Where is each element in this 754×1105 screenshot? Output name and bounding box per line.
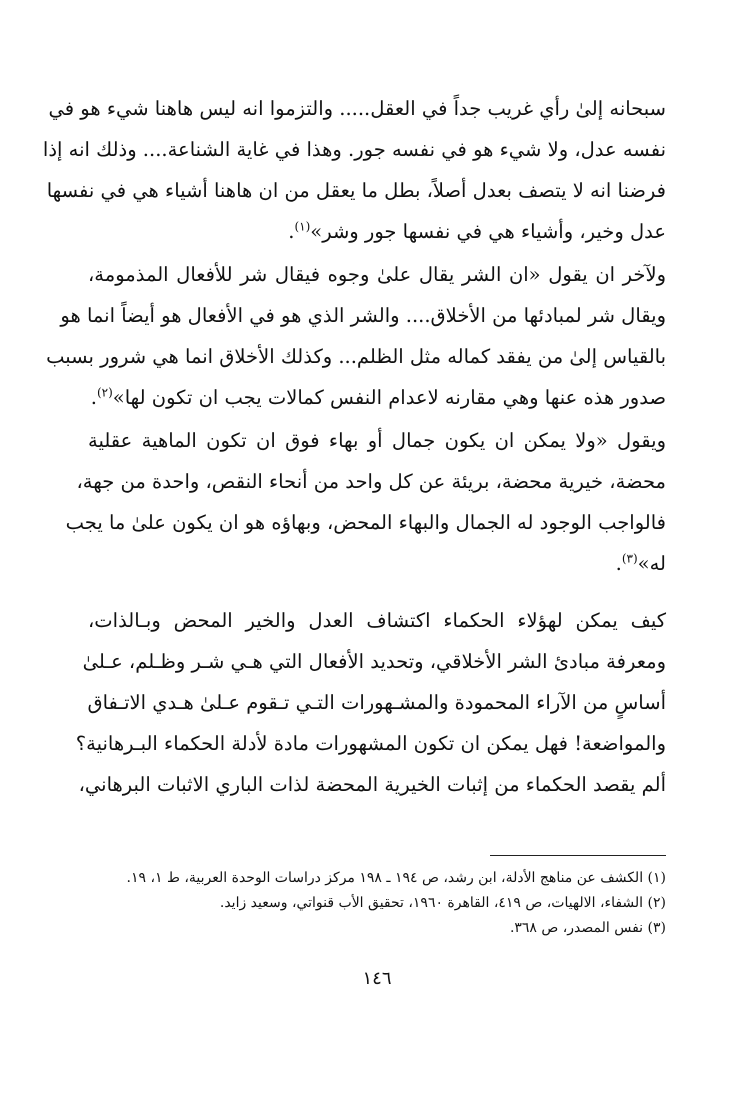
section-gap [88, 584, 666, 600]
text-line: محضة، خيرية محضة، بريئة عن كل واحد من أنحاء النقص، واحدة من جهة، [76, 470, 666, 493]
text-line-with-reference [88, 377, 666, 418]
text-line: ومعرفة مبادئ الشر الأخلاقي، وتحديد الأفعال التي هـي شـر وظـلم، عـلىٰ [82, 650, 666, 673]
text-line: أساسٍ من الآراء المحمودة والمشـهورات التـي تـقوم عـلىٰ هـدي الاتـفاق [87, 691, 666, 714]
text-line: كيف يمكن لهؤلاء الحكماء اكتشاف العدل والخير المحض وبـالذات، [88, 609, 666, 632]
footnote-reference[interactable]: (٢) [96, 385, 113, 400]
text-line: ألم يقصد الحكماء من إثبات الخيرية المحضة لذات الباري الاثبات البرهاني، [78, 773, 666, 796]
footnote-reference[interactable]: (٣) [621, 551, 638, 566]
text-line-with-reference [88, 211, 666, 252]
page-body [42, 88, 666, 805]
text-line: عدل وخير، وأشياء هي في نفسها جور وشر» [310, 220, 666, 243]
text-line-with-reference [88, 543, 666, 584]
footnote-item: (٣) نفس المصدر، ص ٣٦٨. [509, 920, 666, 936]
text-line: نفسه عدل، ولا شيء هو في نفسه جور. وهذا في غاية الشناعة.... وذلك انه إذا [42, 138, 666, 161]
footnote-reference[interactable]: (١) [294, 219, 311, 234]
text-line: سبحانه إلىٰ رأي غريب جداً في العقل..... والتزموا انه ليس هاهنا شيء هو في [48, 97, 666, 120]
text-line: والمواضعة! فهل يمكن ان تكون المشهورات مادة لأدلة الحكماء البـرهانية؟ [75, 732, 666, 755]
sentence-end: . [90, 386, 97, 409]
sentence-end: . [288, 220, 295, 243]
text-line: ويقول «ولا يمكن ان يكون جمال أو بهاء فوق ان تكون الماهية عقلية [88, 429, 666, 452]
page-number: ١٤٦ [362, 968, 392, 989]
text-line: صدور هذه عنها وهي مقارنه لاعدام النفس كمالات يجب ان تكون لها» [112, 386, 666, 409]
text-line: فرضنا انه لا يتصف بعدل أصلاً، بطل ما يعقل من ان هاهنا أشياء هي في نفسها [46, 179, 666, 202]
footnote-item: (٢) الشفاء، الالهيات، ص ٤١٩، القاهرة ١٩٦٠، تحقيق الأب قنواتي، وسعيد زايد. [219, 895, 666, 911]
footnotes [88, 866, 666, 941]
footnote-item: (١) الكشف عن مناهج الأدلة، ابن رشد، ص ١٩٤ ـ ١٩٨ مركز دراسات الوحدة العربية، ط ١، ١٩. [126, 870, 666, 886]
sentence-end: . [615, 552, 622, 575]
text-line: ولآخر ان يقول «ان الشر يقال علىٰ وجوه فيقال شر للأفعال المذمومة، [88, 263, 666, 286]
footnote-separator [490, 855, 666, 856]
text-line: بالقياس إلىٰ من يفقد كماله مثل الظلم... وكذلك الأخلاق انما هي شرور بسبب [46, 345, 666, 368]
text-line: ويقال شر لمبادئها من الأخلاق.... والشر الذي هو في الأفعال هو أيضاً انما هو [60, 304, 666, 327]
text-line: فالواجب الوجود له الجمال والبهاء المحض، وبهاؤه هو ان يكون علىٰ ما يجب [65, 511, 666, 534]
text-line: له» [637, 552, 666, 575]
